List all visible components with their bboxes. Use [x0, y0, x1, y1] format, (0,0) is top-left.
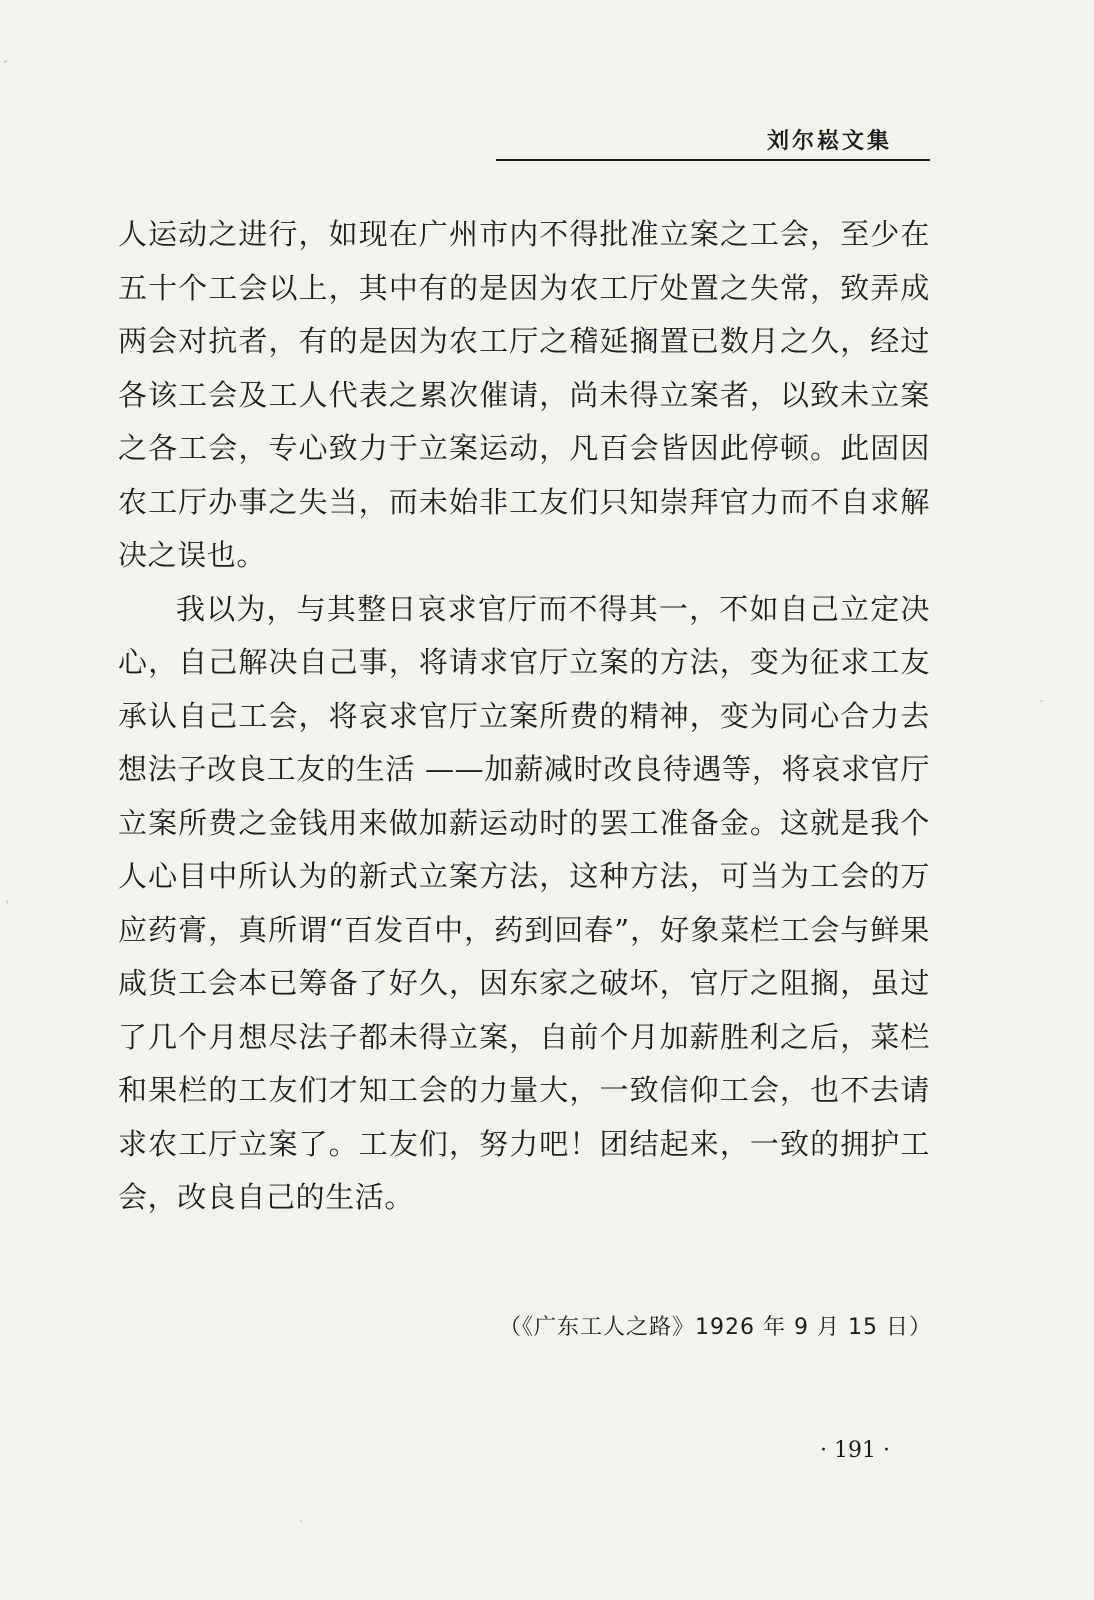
header-rule — [496, 159, 930, 161]
paper-speck — [1040, 700, 1043, 702]
body-text — [118, 208, 930, 1225]
running-header — [496, 124, 930, 160]
paper-speck — [6, 900, 8, 904]
paper-speck — [300, 1520, 302, 1522]
source-citation: （《广东工人之路》1926 年 9 月 15 日） — [499, 1315, 932, 1340]
page-number: · 191 · — [820, 1438, 890, 1463]
paragraph: 我以为，与其整日哀求官厅而不得其一，不如自己立定决心，自己解决自己事，将请求官厅立案的方法，变为征求工友承认自己工会，将哀求官厅立案所费的精神，变为同心合力去想法子改良工友的生活 ——加薪减时改良待遇等，将哀求官厅立案所费之金钱用来做加薪运动时的罢工准备金。这就是我个人心目中所认为的新式立案方法，这种方法，可当为工会的万应药膏，真所谓“百发百中，药到回春”，好象菜栏工会与鲜果咸货工会本已筹备了好久，因东家之破坏，官厅之阻搁，虽过了几个月想尽法子都未得立案，自前个月加薪胜利之后，菜栏和果栏的工友们才知工会的力量大，一致信仰工会，也不去请求农工厅立案了。工友们，努力吧！团结起来，一致的拥护工会，改良自己的生活。 — [118, 591, 930, 1214]
paragraph-continued: 人运动之进行，如现在广州市内不得批准立案之工会，至少在五十个工会以上，其中有的是因为农工厅处置之失常，致弄成两会对抗者，有的是因为农工厅之稽延搁置已数月之久，经过各该工会及工人代表之累次催请，尚未得立案者，以致未立案之各工会，专心致力于立案运动，凡百会皆因此停顿。此固因农工厅办事之失当，而未始非工友们只知崇拜官力而不自求解决之误也。 — [118, 217, 930, 572]
book-title: 刘尔崧文集 — [766, 129, 892, 154]
paper-speck — [4, 60, 7, 63]
